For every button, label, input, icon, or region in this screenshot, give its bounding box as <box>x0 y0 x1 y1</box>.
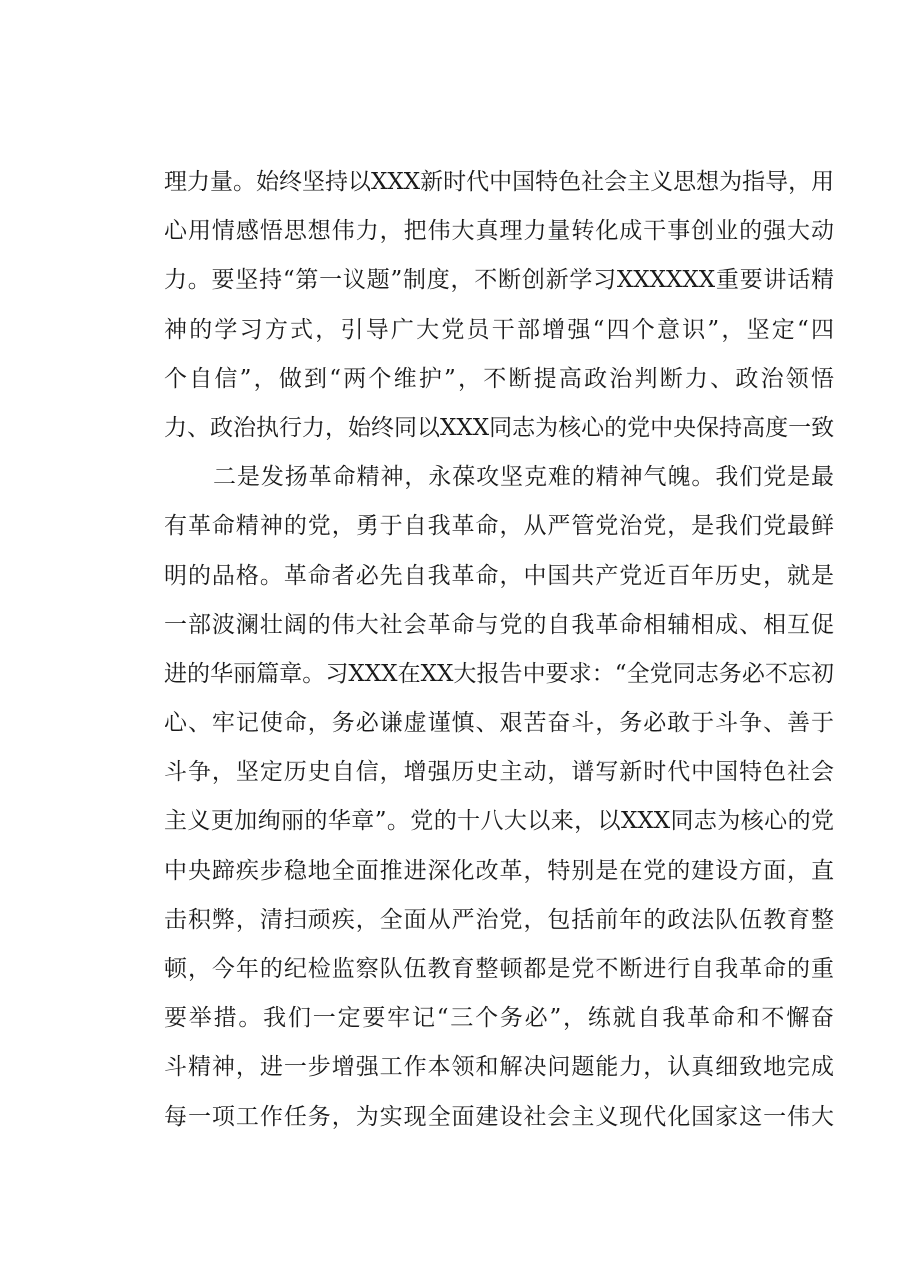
text-line: 斗争，坚定历史自信，增强历史主动，谱写新时代中国特色社会 <box>164 759 834 786</box>
text-line: 斗精神，进一步增强工作本领和解决问题能力，认真细致地完成 <box>164 1054 834 1081</box>
text-line: 一部波澜壮阔的伟大社会革命与党的自我革命相辅相成、相互促 <box>164 611 834 638</box>
text-line: 力、政治执行力，始终同以XXX同志为核心的党中央保持高度一致 <box>164 414 835 441</box>
text-line: 有革命精神的党，勇于自我革命，从严管党治党，是我们党最鲜 <box>164 513 834 540</box>
text-line: 要举措。我们一定要牢记“三个务必”，练就自我革命和不懈奋 <box>164 1005 834 1032</box>
text-line: 心、牢记使命，务必谦虚谨慎、艰苦奋斗，务必敢于斗争、善于 <box>164 710 834 737</box>
paragraph-1 <box>164 158 834 453</box>
text-line: 进的华丽篇章。习XXX在XX大报告中要求：“全党同志务必不忘初 <box>164 660 834 687</box>
paragraph-2 <box>164 453 834 1142</box>
text-line: 中央蹄疾步稳地全面推进深化改革，特别是在党的建设方面，直 <box>164 857 834 884</box>
text-line: 明的品格。革命者必先自我革命，中国共产党近百年历史，就是 <box>164 562 834 589</box>
body-text <box>164 158 834 1142</box>
text-line: 力。要坚持“第一议题”制度，不断创新学习XXXXXX重要讲话精 <box>164 267 834 294</box>
text-line: 心用情感悟思想伟力，把伟大真理力量转化成干事创业的强大动 <box>164 218 834 245</box>
text-line: 击积弊，清扫顽疾，全面从严治党，包括前年的政法队伍教育整 <box>164 906 834 933</box>
text-line: 二是发扬革命精神，永葆攻坚克难的精神气魄。我们党是最 <box>213 464 834 491</box>
text-line: 顿，今年的纪检监察队伍教育整顿都是党不断进行自我革命的重 <box>164 956 834 982</box>
text-line: 个自信”，做到“两个维护”，不断提高政治判断力、政治领悟 <box>164 365 834 392</box>
text-line: 每一项工作任务，为实现全面建设社会主义现代化国家这一伟大 <box>164 1103 834 1130</box>
text-line: 主义更加绚丽的华章”。党的十八大以来，以XXX同志为核心的党 <box>164 808 834 835</box>
text-line: 理力量。始终坚持以XXX新时代中国特色社会主义思想为指导，用 <box>164 169 835 195</box>
text-line: 神的学习方式，引导广大党员干部增强“四个意识”，坚定“四 <box>164 316 834 343</box>
